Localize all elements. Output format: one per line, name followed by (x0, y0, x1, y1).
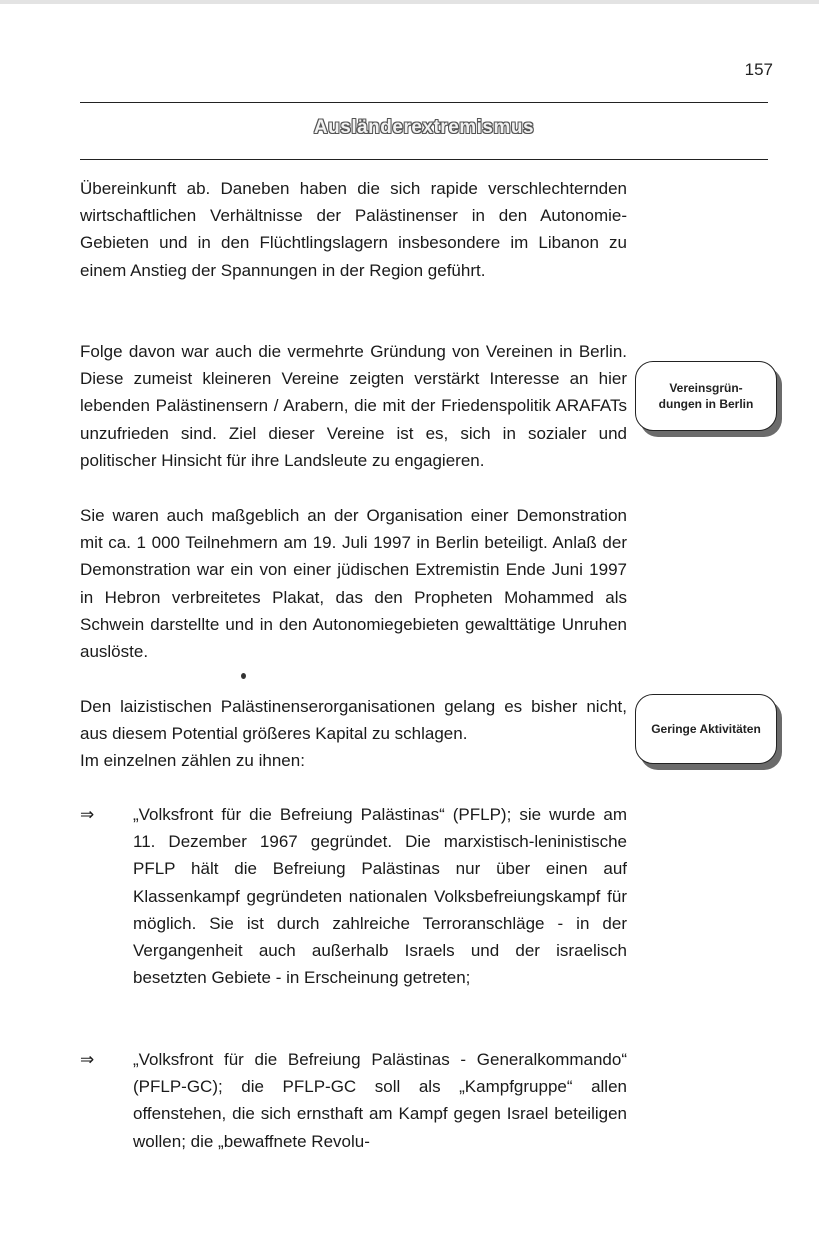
list-item-text: „Volksfront für die Befreiung Palästinas“ (PFLP); sie wurde am 11. Dezember 1967 gegründet. Die marxistisch-leninistische PFLP hält die Befreiung Palästinas nur über einen auf Klassenkampf gegründeten nationalen Volksbefreiungskampf für möglich. Sie ist durch zahlreiche Terroranschläge - in der Vergangenheit auch außerhalb Israels und der israelisch besetzten Gebiete - in Erscheinung getreten; (133, 805, 627, 988)
page-number: 157 (744, 60, 773, 79)
margin-note-geringe-aktivitaeten (635, 694, 777, 764)
section-title: Ausländerextremismus (313, 117, 535, 138)
list-item-text: „Volksfront für die Befreiung Palästinas - Generalkommando“ (PFLP-GC); die PFLP-GC soll als „Kampfgruppe“ allen offenstehen, die sich ernsthaft am Kampf gegen Israel beteiligen wollen; die „bewaffnete Revolu- (133, 1050, 627, 1151)
paragraph-3: Sie waren auch maßgeblich an der Organisation einer Demonstration mit ca. 1 000 Teilnehmern am 19. Juli 1997 in Berlin beteiligt. Anlaß der Demonstration war ein von einer jüdischen Extremistin Ende Juni 1997 in Hebron verbreitetes Plakat, das den Propheten Mohammed als Schwein darstellte und in den Autonomiegebieten gewalttätige Unruhen auslöste. (80, 506, 627, 662)
arrow-icon: ⇒ (80, 805, 95, 824)
header-rule-top (80, 102, 768, 103)
margin-note-label: Vereinsgrün-dungen in Berlin (658, 381, 754, 411)
paragraph-5: Im einzelnen zählen zu ihnen: (80, 751, 305, 770)
header-rule-bottom (80, 159, 768, 160)
paragraph-1: Übereinkunft ab. Daneben haben die sich rapide verschlechternden wirtschaftlichen Verhältnisse der Palästinenser in den Autonomie-Gebieten und in den Flüchtlingslagern insbesondere im Libanon zu einem Anstieg der Spannungen in der Region geführt. (80, 179, 627, 280)
margin-note-label: Geringe Aktivitäten (651, 722, 761, 736)
bullet-dot (241, 673, 246, 679)
paragraph-4: Den laizistischen Palästinenserorganisationen gelang es bisher nicht, aus diesem Potential größeres Kapital zu schlagen. (80, 697, 627, 744)
page-top-edge (0, 0, 819, 4)
list-item-pflp (80, 801, 627, 991)
margin-note-vereinsgruendungen (635, 361, 777, 431)
paragraph-2: Folge davon war auch die vermehrte Gründung von Vereinen in Berlin. Diese zumeist kleineren Vereine zeigten verstärkt Interesse an hier lebenden Palästinensern / Arabern, die mit der Friedenspolitik ARAFATs unzufrieden sind. Ziel dieser Vereine ist es, sich in sozialer und politischer Hinsicht für ihre Landsleute zu engagieren. (80, 342, 627, 470)
arrow-icon: ⇒ (80, 1050, 95, 1069)
list-item-pflp-gc (80, 1046, 627, 1155)
